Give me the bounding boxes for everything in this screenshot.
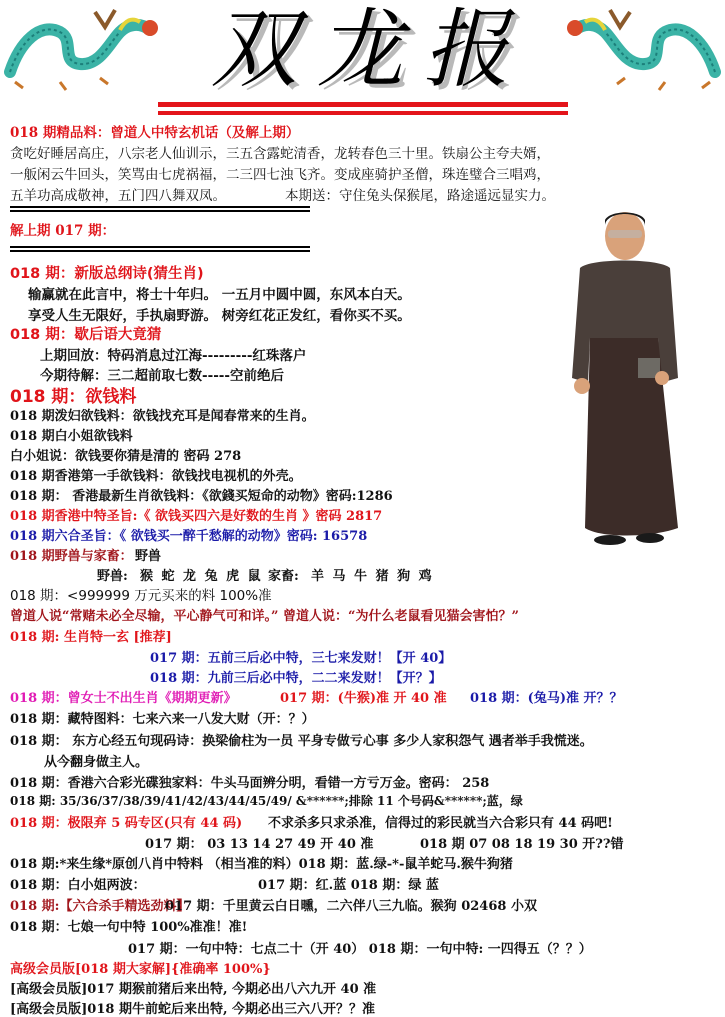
dragon-right-icon <box>545 2 725 94</box>
ms-tseng-017: 017 期：(牛猴)准 开 40 准 <box>280 691 447 706</box>
riddle-last: 上期回放：特码消息过江海---------红珠落户 <box>40 348 307 364</box>
quote-line: 曾道人说“常赌未必全尽输，平心静气可和详。” 曾道人说：“为什么老鼠看见猫会害怕？” <box>10 609 519 624</box>
title-underline-bottom <box>158 111 568 115</box>
section-heading: 解上期 017 期： <box>10 223 116 239</box>
ms-tseng-heading: 018 期：曾女士不出生肖《期期更新》 <box>10 691 237 706</box>
section-heading: 高级会员版[018 期大家解]{准确率 100%} <box>10 962 271 977</box>
divider <box>10 206 310 212</box>
poem-line: 一舨闲云牛回头，笑骂由七虎祸福，二三四七浊飞齐。变成座骑护圣僧，珠连璧合三唱鸡， <box>10 167 550 183</box>
poem-line: 输赢就在此言中，将士十年归。 一五月中圆中圆，东风本白天。 <box>28 287 411 303</box>
masthead <box>0 0 725 115</box>
money-line: 018 期： 香港最新生肖欲钱料：《欲錢买短命的动物》密码:1286 <box>10 489 393 504</box>
killer-text: 017 期：千里黄云白日曛，二六伴八三九临。猴狗 02468 小双 <box>165 899 537 914</box>
text-line: 017 期：一句中特：七点二十（开 40） 018 期：一句中特: 一四得五（？？） <box>128 942 592 957</box>
riddle-current: 今期待解：三二超前取七数-----空前绝后 <box>40 368 285 384</box>
man-in-robe-icon <box>560 208 710 558</box>
zodiac-line: 018 期：九前三后必中特，二二来发财！【开？】 <box>150 671 442 686</box>
divider <box>10 246 310 252</box>
zodiac-line: 017 期：五前三后必中特，三七来发财！【开 40】 <box>150 651 452 666</box>
wild-label: 野兽: <box>97 569 128 584</box>
ms-tseng-018: 018 期：(兔马)准 开？？ <box>470 691 623 706</box>
poem-line: 享受人生无限好，手执扇野游。 树旁红花正发红，看你买不买。 <box>28 308 411 324</box>
wild-values: 猴 蛇 龙 兔 虎 鼠 <box>140 569 263 584</box>
section-heading: 018 期：欲钱料 <box>10 387 137 407</box>
beasts-value: 野兽 <box>135 549 162 564</box>
vip-line: [高级会员版]018 期牛前蛇后来出特, 今期必出三六八开？？准 <box>10 1002 376 1017</box>
section-heading: 018 期：极限弃 5 码专区(只有 44 码) <box>10 816 243 831</box>
page-title: 双龙报 <box>211 0 529 100</box>
dragon-left-icon <box>0 2 180 94</box>
section-heading: 018 期: 生肖特一玄 [推荐] <box>10 630 172 645</box>
kill5-text: 不求杀多只求杀准，信得过的彩民就当六合彩只有 44 码吧! <box>268 816 613 831</box>
section-heading: 018 期:【六合杀手精选劲料】 <box>10 899 190 914</box>
million-line: 018 期：<999999 万元买来的料 100%准 <box>10 588 272 604</box>
send-label: 本期送：守住兔头保猴尾，路途遥远显实力。 <box>285 188 555 204</box>
text-line: 018 期：七娘一句中特 100%准准！准! <box>10 920 248 935</box>
money-line: 白小姐说：欲钱要你猜是清的 密码 278 <box>10 449 242 464</box>
money-line: 018 期香港第一手欲钱料：欲钱找电视机的外壳。 <box>10 469 302 484</box>
money-line: 018 期泼妇欲钱料：欲钱找充耳是闻春常来的生肖。 <box>10 409 315 424</box>
text-line: 018 期: 35/36/37/38/39/41/42/43/44/45/49/ &******;排除 11 个号码&******;蓝，绿 <box>10 794 523 808</box>
section-heading: 018 期：新版总纲诗(猜生肖) <box>10 266 204 282</box>
title-underline-top <box>158 102 568 107</box>
text-line: 018 期：白小姐两波： <box>10 878 146 893</box>
money-line-red: 018 期香港中特圣旨:《 欲钱买四六是好数的生肖 》密码 2817 <box>10 509 383 524</box>
text-line: 018 期：藏特图料：七来六来一八发大财（开：？） <box>10 712 315 727</box>
section-heading: 018 期：歇后语大竟猜 <box>10 327 162 343</box>
kill5-017: 017 期： 03 13 14 27 49 开 40 准 <box>145 837 374 852</box>
poem-line: 贪吃好睡居高庄，八宗老人仙训示，三五含露蛇清香，龙转春色三十里。铁扇公主夸夫婿， <box>10 146 550 162</box>
kill5-018: 018 期 07 08 18 19 30 开??错 <box>420 837 624 852</box>
domestic-label: 家畜: <box>268 569 299 584</box>
money-line: 018 期白小姐欲钱料 <box>10 429 133 444</box>
money-line-blue: 018 期六合圣旨：《 欲钱买一醉千愁解的动物》密码: 16578 <box>10 529 368 544</box>
text-line: 018 期：香港六合彩光碟独家料：牛头马面辨分明，看错一方亏万金。密码： 258 <box>10 776 490 791</box>
text-line: 018 期： 东方心经五句现码诗：换梁偷柱为一员 平身专做亏心事 多少人家积怨气 遇者举手我慌迷。 <box>10 734 593 749</box>
section-heading: 018 期野兽与家畜： <box>10 549 133 564</box>
text-line: 017 期：红.蓝 018 期：绿 蓝 <box>258 878 439 893</box>
section-heading: 018 期精品料：曾道人中特玄机话（及解上期） <box>10 125 300 141</box>
vip-line: [高级会员版]017 期猴前猪后来出特, 今期必出八六九开 40 准 <box>10 982 377 997</box>
domestic-values: 羊 马 牛 猪 狗 鸡 <box>311 569 434 584</box>
poem-line: 五羊功高成敬神，五门四八舞双凤。 <box>10 188 226 204</box>
text-line: 018 期:*来生缘*原创八肖中特料 （相当准的料）018 期：蓝.绿-*-鼠羊蛇马.猴牛狗猪 <box>10 857 513 872</box>
text-line: 从今翻身做主人。 <box>44 755 149 770</box>
